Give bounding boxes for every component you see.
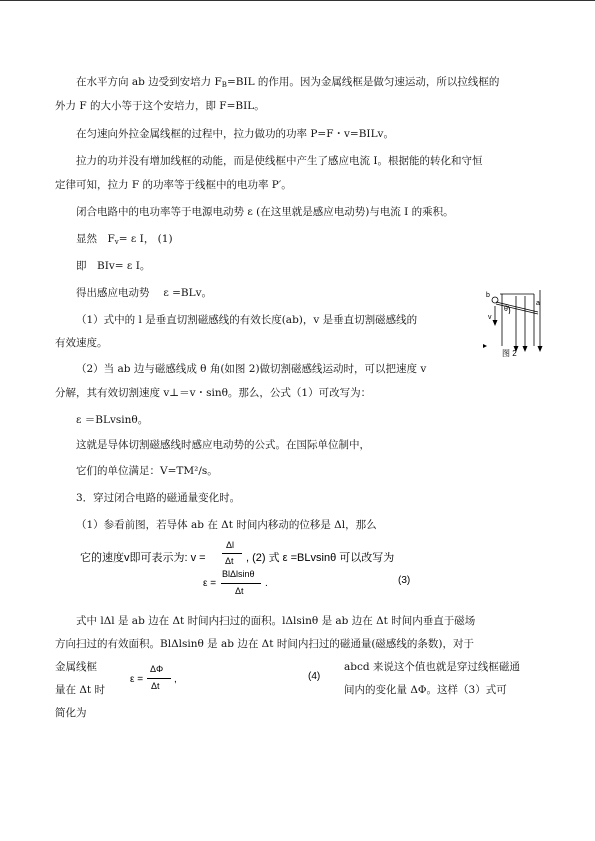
- text-line: 分解，其有效切割速度 v⊥＝v・sinθ。那么，公式（1）可改写为：: [55, 387, 372, 399]
- equation-emf: ε ＝BLvsinθ。: [76, 414, 149, 426]
- figure-label-b: b: [486, 292, 490, 299]
- text-line: 拉力的功并没有增加线框的动能，而是使线框中产生了感应电流 I。根据能的转化和守恒: [76, 155, 483, 167]
- fraction-denominator: Δt: [225, 556, 234, 566]
- text-line: 量在 Δt 时: [55, 684, 105, 696]
- formula-rewrite: , (2) 式 ε =BLvsinθ 可以改写为: [246, 552, 395, 564]
- formula-3-tail: .: [265, 578, 268, 589]
- arrowhead: [483, 344, 487, 348]
- text-line: 式中 lΔl 是 ab 边在 Δt 时间内扫过的面积。lΔlsinθ 是 ab 边在 Δt 时间内垂直于磁场: [76, 615, 476, 627]
- figure-label-theta: θ: [504, 306, 508, 313]
- text-line: 它们的单位满足：V=TM²/s。: [76, 465, 218, 477]
- text-line: 简化为: [55, 707, 87, 719]
- text-line: 有效速度。: [55, 337, 108, 349]
- fraction-numerator: Δl: [226, 540, 235, 550]
- fraction-bar: [147, 678, 171, 679]
- text-line: 在水平方向 ab 边受到安培力 $F_B=BIL$ 的作用。因为金属线框是做匀速运动，所以拉线框的: [76, 76, 500, 89]
- equation-number: (4): [308, 671, 321, 682]
- arrowhead: [493, 320, 498, 326]
- fraction-numerator: ΔΦ: [150, 664, 164, 674]
- text-line: 间内的变化量 ΔΦ。这样（3）式可: [344, 684, 507, 696]
- fraction-denominator: Δt: [151, 681, 160, 691]
- equation-1: 显然 $F_v= \varepsilon$ I， (1): [76, 233, 173, 246]
- text-line: 在匀速向外拉金属线框的过程中，拉力做功的功率 P=F・v=BILv。: [76, 128, 394, 140]
- text-line: （2）当 ab 边与磁感线成 θ 角(如图 2)做切割磁感线运动时，可以把速度 v: [76, 363, 427, 375]
- text-line: 得出感应电动势 ε =BLv。: [76, 287, 213, 299]
- figure-2: [478, 286, 544, 358]
- figure-label-a: a: [536, 300, 540, 307]
- arrowhead: [538, 346, 543, 352]
- text-line: （1）参看前图，若导体 ab 在 Δt 时间内移动的位移是 Δl，那么: [76, 519, 377, 531]
- fraction-numerator: BlΔlsinθ: [222, 569, 255, 579]
- page-top-rule: [0, 0, 595, 1]
- text-line: 金属线框: [55, 661, 97, 673]
- text-line: 闭合电路中的电功率等于电源电动势 ε (在这里就是感应电动势)与电流 I 的乘积。: [76, 206, 454, 218]
- formula-4-tail: ,: [174, 674, 177, 685]
- text-line: 这就是导体切割磁感线时感应电动势的公式。在国际单位制中，: [76, 439, 370, 451]
- text-line: （1）式中的 l 是垂直切割磁感线的有效长度(ab)，v 是垂直切割磁感线的: [76, 314, 418, 326]
- text-line: 定律可知，拉力 F 的功率等于线框中的电功率 P′。: [55, 179, 292, 191]
- arrowhead: [523, 346, 528, 352]
- text-line: 方向扫过的有效面积。BlΔlsinθ 是 ab 边在 Δt 时间内扫过的磁通量(磁感线的条数)，对于: [55, 638, 475, 650]
- text-line: 外力 F 的大小等于这个安培力，即 F=BIL。: [55, 100, 265, 112]
- figure-caption: 图 2: [502, 349, 517, 358]
- fraction-bar: [221, 583, 261, 584]
- text-line: 即 BIv= ε I。: [76, 260, 151, 272]
- formula-3-lhs: ε =: [203, 578, 217, 589]
- text-line: abcd 来说这个值也就是穿过线框磁通: [344, 661, 520, 673]
- figure-label-v: v: [488, 314, 492, 321]
- fraction-denominator: Δt: [235, 586, 244, 596]
- equation-number: (3): [398, 575, 411, 586]
- section-heading: 3．穿过闭合电路的磁通量变化时。: [76, 492, 241, 504]
- fraction-bar: [222, 553, 242, 554]
- pivot-b: [492, 297, 498, 303]
- formula-velocity: 它的速度v即可表示为: v =: [80, 552, 206, 564]
- formula-4-lhs: ε =: [130, 674, 144, 685]
